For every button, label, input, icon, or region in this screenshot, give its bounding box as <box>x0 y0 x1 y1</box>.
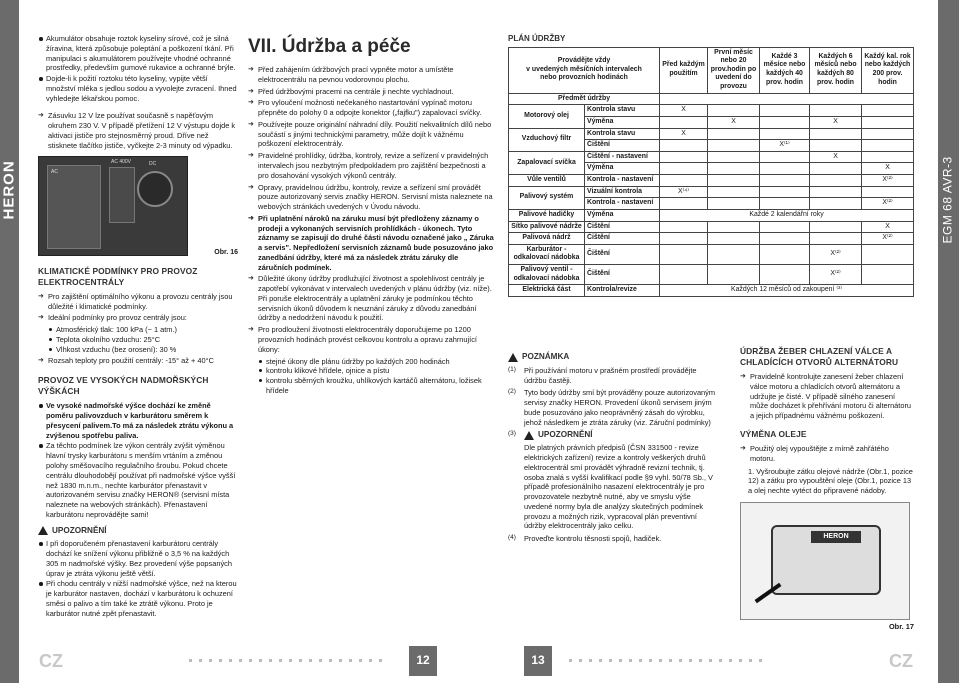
table-cell-value <box>660 163 708 175</box>
table-cell-value <box>708 175 760 187</box>
page-title: VII. Údržba a péče <box>248 36 411 57</box>
figure-caption: Obr. 16 <box>214 249 238 257</box>
maintenance-plan-table <box>508 47 914 297</box>
warning-icon <box>524 431 534 440</box>
table-cell-value <box>760 116 810 128</box>
table-cell-item: Sítko palivové nádrže <box>509 221 585 233</box>
table-cell-value <box>660 151 708 163</box>
table-header-cell: Každé 3 měsíce nebo každých 40 prov. hodin <box>760 47 810 93</box>
table-header-cell: Provádějte vždy v uvedených měsíčních intervalech nebo provozních hodinách <box>509 47 660 93</box>
climate-heading: KLIMATICKÉ PODMÍNKY PRO PROVOZ ELEKTROCENTRÁLY <box>38 265 198 287</box>
control-panel-photo <box>38 156 188 256</box>
photo-label-ac400: AC 400V <box>111 159 132 166</box>
list-item: ➜ Pro prodloužení životnosti elektrocentrály doporučujeme po 1200 provozních hodinách provést celkovou kontrolu a opravu zahrnující úkony: <box>248 325 494 354</box>
table-row <box>509 186 914 198</box>
table-row <box>509 128 914 140</box>
table-row <box>509 233 914 245</box>
table-cell-value <box>862 105 914 117</box>
table-cell-span: Každých 12 měsíců od zakoupení ⁽³⁾ <box>660 285 914 297</box>
socket-note: ➜ Zásuvku 12 V lze používat současně s napěťovým okruhem 230 V. V případě přetížení 12 V výstupu dojde k aktivaci jističe pro stejnosměrný proud. Dříve než stisknete tlačítko jističe, vyčkejte 2-3 minuty od výpadku. <box>38 111 238 150</box>
table-cell-value <box>660 140 708 152</box>
table-header-cell: Každých 6 měsíců nebo každých 80 prov. hodin <box>810 47 862 93</box>
oil-list <box>740 444 914 464</box>
table-cell-value: X <box>708 116 760 128</box>
table-cell-value: X⁽²⁾ <box>862 175 914 187</box>
warning-heading: UPOZORNĚNÍ <box>524 430 718 441</box>
table-cell-value: X⁽²⁾ <box>862 233 914 245</box>
cooling-oil-block <box>740 346 914 632</box>
intro-bullets <box>38 34 238 103</box>
table-row <box>509 221 914 233</box>
table-row <box>509 209 914 221</box>
page-footer <box>19 650 938 674</box>
table-cell-value: X <box>660 128 708 140</box>
footer-dots-right <box>569 659 762 663</box>
table-cell-value: X⁽²⁾ <box>810 265 862 285</box>
list-item: ➜ Pro vyloučení možnosti nečekaného nastartování vypínač motoru přepněte do polohy 0 a odpojte konektor („fajfku") zapalovací svíčky. <box>248 98 494 118</box>
table-cell-value <box>660 265 708 285</box>
table-cell-value: X <box>660 105 708 117</box>
right-column <box>508 34 914 631</box>
model-label: EGM 68 AVR-3 <box>940 156 955 244</box>
table-cell-value <box>660 116 708 128</box>
table-cell-item: Karburátor - odkalovací nádobka <box>509 244 585 264</box>
table-cell-value <box>760 198 810 210</box>
table-cell-value <box>660 244 708 264</box>
list-item: kontrolu klikové hřídele, ojnice a pístu <box>258 366 494 376</box>
dc-socket-image <box>137 171 173 207</box>
altitude-list <box>38 401 238 519</box>
table-row <box>509 151 914 163</box>
table-header-cell: První měsíc nebo 20 prov.hodin po uvedení do provozu <box>708 47 760 93</box>
list-item: ➜ Pravidelně kontrolujte zanesení žeber chlazení válce motoru a chladících otvorů alternátoru a udržujte je čisté. V případě silného zanesení může docházet k přehřívání motoru či alternátoru a jejich případnému vážnému poškození. <box>740 372 914 421</box>
table-cell-value <box>660 233 708 245</box>
table-cell-item: Motorový olej <box>509 105 585 128</box>
table-cell-action: Kontrola/revize <box>585 285 660 297</box>
warning-icon <box>38 526 48 535</box>
generator-figure <box>740 502 910 620</box>
page-number-left: 12 <box>409 646 437 676</box>
table-cell-value <box>708 105 760 117</box>
table-cell-value <box>810 221 862 233</box>
table-row <box>509 105 914 117</box>
table-cell-value: X <box>810 151 862 163</box>
table-cell-value <box>760 163 810 175</box>
table-cell-value: X⁽⁴⁾ <box>660 186 708 198</box>
table-cell-value <box>810 233 862 245</box>
table-cell-value <box>708 198 760 210</box>
table-cell-item: Palivový ventil - odkalovací nádobka <box>509 265 585 285</box>
table-cell-item: Vůle ventilů <box>509 175 585 187</box>
table-cell-action: Čištění <box>585 233 660 245</box>
table-cell-value <box>862 151 914 163</box>
list-item: ➜ Rozsah teploty pro použití centrály: -15° až + 40°C <box>38 356 238 366</box>
table-cell-value <box>708 221 760 233</box>
list-item: Vlhkost vzduchu (bez orosení): 30 % <box>48 345 238 355</box>
table-cell-value: X⁽¹⁾ <box>760 140 810 152</box>
table-cell-value <box>660 198 708 210</box>
table-cell-item: Zapalovací svíčka <box>509 151 585 174</box>
warning-list <box>38 539 238 618</box>
table-cell-value <box>660 175 708 187</box>
maintenance-list <box>248 65 494 354</box>
table-cell-value <box>862 186 914 198</box>
note-heading: POZNÁMKA <box>508 352 718 363</box>
list-item: ➜ Ideální podmínky pro provoz centrály jsou: <box>38 313 238 323</box>
table-cell-value <box>760 244 810 264</box>
heron-logo: HERON <box>0 160 18 220</box>
table-cell-value: X <box>810 116 862 128</box>
cooling-list <box>740 372 914 421</box>
list-item: Dojde-li k požití roztoku této kyseliny, vypijte větší množství mléka s jedlou sodou a vyvolejte zvracení. Ihned vyhledejte lékařskou pomoc. <box>38 74 238 103</box>
table-cell-value <box>708 265 760 285</box>
note-item: (1) Při používání motoru v prašném prostředí provádějte údržbu častěji. <box>508 365 697 385</box>
table-cell-value: X⁽²⁾ <box>862 198 914 210</box>
table-header-cell: Každý kal. rok nebo každých 200 prov. hodin <box>862 47 914 93</box>
table-cell-action: Kontrola stavu <box>585 105 660 117</box>
note-item: (3) UPOZORNĚNÍ Dle platných právních předpisů (ČSN 331500 - revize elektrických zařízení) revize a kontroly veškerých druhů elektrocentrál smí provádět výhradně revizní technik, tj. osoba znalá s vyšší kvalifikací podle §9 vyhl. 50/78 Sb., V případě profesionálního nasazení elektrocentrály je pro provozovatele nezbytně nutné, aby ve smyslu výše uvedené normy byla dle analýzy skutečných podmínek provozu a možných rizik, vypracoval plán preventivní údržby elektrocentrály jako celku. <box>508 430 718 531</box>
list-item: ➜ Před údržbovými pracemi na centrále ji nechte vychladnout. <box>248 87 494 97</box>
table-cell-value <box>810 105 862 117</box>
table-cell-value <box>810 198 862 210</box>
photo-label-ac: AC <box>51 169 58 176</box>
warning-text: Dle platných právních předpisů (ČSN 331500 - revize elektrických zařízení) revize a kontroly veškerých druhů elektrocentrál smí provádět výhradně revizní technik, tj. osoba znalá s vyšší kvalifikací podle §9 vyhl. 50/78 Sb., V případě profesionálního nasazení elektrocentrály je pro provozovatele nezbytně nutné, aby ve smyslu výše uvedené normy byla dle analýzy skutečných podmínek provozu a možných rizik, vypracoval plán preventivní údržby elektrocentrály jako celku. <box>524 443 713 531</box>
generator-brand: HERON <box>811 531 861 543</box>
list-item: ➜ Použitý olej vypouštějte z mírně zahřátého motoru. <box>740 444 914 464</box>
table-cell-item: Elektrická část <box>509 285 585 297</box>
table-section-row <box>509 93 914 105</box>
middle-column <box>248 34 494 396</box>
cooling-heading: ÚDRŽBA ŽEBER CHLAZENÍ VÁLCE A CHLADÍCÍCH OTVORŮ ALTERNÁTORU <box>740 346 899 368</box>
climate-list <box>38 292 238 323</box>
list-item: ➜ Před zahájením údržbových prací vypněte motor a umístěte elektrocentrálu na pevnou vodorovnou plochu. <box>248 65 494 85</box>
list-item: Atmosférický tlak: 100 kPa (~ 1 atm.) <box>48 325 238 335</box>
list-item: Při chodu centrály v nižší nadmořské výšce, než na kterou je karburátor nastaven, dochází v karburátoru k ochuzení směsi o palivo a tím také ke ztrátě výkonu. Proto je karburátor nutné zpět přenastavit. <box>38 579 238 618</box>
table-cell-span: Každé 2 kalendářní roky <box>660 209 914 221</box>
table-cell-value <box>760 186 810 198</box>
table-cell-value <box>810 186 862 198</box>
oil-step: 1. Vyšroubujte zátku olejové nádrže (Obr.1, pozice 12) a zátku pro vypouštění oleje (Obr.1, pozice 13 a olej nechte vytéct do připravené nádoby. <box>748 466 913 496</box>
list-item: ➜ Důležité úkony údržby prodlužující životnost a spolehlivost centrály je zapotřebí vykonávat v intervalech uvedených v plánu údržby (viz. níže). Při poruše elektrocentrály a uplatnění záruky je podmínkou těchto servisních úkonů důvodem k neuznání záruky z důvodu zanedbání údržby a nedodržení návodu k použití. <box>248 274 494 323</box>
page-number-right: 13 <box>524 646 552 676</box>
table-cell-value <box>862 244 914 264</box>
table-cell-action: Čištění <box>585 244 660 264</box>
table-cell-value <box>760 233 810 245</box>
table-row <box>509 285 914 297</box>
table-cell-value <box>708 186 760 198</box>
table-cell-value <box>862 265 914 285</box>
table-cell-item: Palivová nádrž <box>509 233 585 245</box>
table-cell-action: Čištění <box>585 140 660 152</box>
table-cell-value <box>708 128 760 140</box>
notes-block <box>508 346 718 547</box>
table-cell-value <box>862 116 914 128</box>
table-cell-value <box>810 163 862 175</box>
table-cell-value <box>862 128 914 140</box>
table-cell-item: Palivové hadičky <box>509 209 585 221</box>
figure-caption: Obr. 17 <box>888 621 914 631</box>
list-item: Akumulátor obsahuje roztok kyseliny sírové, což je silná žíravina, která způsobuje poleptání a poškození tkání. Při manipulaci s akumulátorem používejte vhodné ochranné prostředky, především gumové rukavice a ochranné brýle. <box>38 34 238 73</box>
note-item: (2) Tyto body údržby smí být prováděny pouze autorizovaným servisy značky HERON. Provedení úkonů servisem jiným bude posuzováno jako neoprávněný zásah do výrobku, jehož následkem je ztráta záruky (viz. Záruční podmínky) <box>508 388 716 427</box>
list-item: I při doporučeném přenastavení karburátoru centrály dochází ke snížení výkonu přibližně o 3,5 % na každých 305 m nadmořské výšky. Bez provedení výše popsaných úprav je ztráta výkonu ještě větší. <box>38 539 238 578</box>
list-item: ➜ Pravidelné prohlídky, údržba, kontroly, revize a seřízení v pravidelných intervalech jsou nezbytným předpokladem pro zajištění bezpečnosti a pro dosahování vysokých výkonů centrály. <box>248 151 494 180</box>
table-cell-action: Kontrola - nastavení <box>585 175 660 187</box>
table-section-cell: Předmět údržby <box>509 93 660 105</box>
climate-sublist <box>48 325 238 354</box>
table-cell-action: Výměna <box>585 209 660 221</box>
table-cell-value <box>760 175 810 187</box>
altitude-heading: PROVOZ VE VYSOKÝCH NADMOŘSKÝCH VÝŠKÁCH <box>38 375 209 397</box>
table-cell-action: Vizuální kontrola <box>585 186 660 198</box>
table-cell-action: Kontrola - nastavení <box>585 198 660 210</box>
plan-title: PLÁN ÚDRŽBY <box>508 34 566 43</box>
list-item: ➜ Opravy, pravidelnou údržbu, kontroly, revize a seřízení smí provádět pouze autorizovaný servis značky HERON. Servisní místa naleznete na webových stránkách uvedených v Úvodu návodu. <box>248 183 494 212</box>
table-cell-value: X <box>862 221 914 233</box>
note-item: (4) Proveďte kontrolu těsnosti spojů, hadiček. <box>508 534 662 544</box>
table-row <box>509 175 914 187</box>
table-cell-value <box>760 265 810 285</box>
table-cell-action: Kontrola stavu <box>585 128 660 140</box>
table-cell-value <box>708 233 760 245</box>
table-cell-value <box>760 151 810 163</box>
table-cell-value <box>810 140 862 152</box>
list-item: kontrolu sběrných kroužku, uhlíkových kartáčů alternátoru, ložisek hřídele <box>258 376 494 396</box>
warning-icon <box>508 353 518 362</box>
language-label-right: CZ <box>889 651 913 671</box>
overhaul-sublist <box>258 357 494 396</box>
left-column <box>38 34 238 620</box>
table-cell-action: Čištění <box>585 221 660 233</box>
list-item: stejné úkony dle plánu údržby po každých 200 hodinách <box>258 357 494 367</box>
list-item: ➜ Používejte pouze originální náhradní díly. Použití nekvalitních dílů nebo součástí s jinými technickými parametry, může dojít k vážnému poškození elektrocentrály. <box>248 120 494 149</box>
table-cell-action: Výměna <box>585 116 660 128</box>
table-cell-value <box>760 221 810 233</box>
table-cell-value <box>708 244 760 264</box>
table-cell-value <box>660 221 708 233</box>
socket-note-list <box>38 111 238 150</box>
table-cell-action: Čištění - nastavení <box>585 151 660 163</box>
table-row <box>509 265 914 285</box>
brand-sidebar-left <box>0 0 19 683</box>
warning-heading: UPOZORNĚNÍ <box>38 526 238 537</box>
list-item: Za těchto podmínek lze výkon centrály zvýšit výměnou hlavní trysky karburátoru s menším vrtáním a změnou polohy směšovacího regulačního šroubu. Pokud chcete centrálu dlouhodobějí používat při nadmořské výšce vyšší než 1830 m.n.m., nechte karburátor přenastavit v autorizovaném servisu značky HERON® (servisní místa naleznete na webových stránkách). Přenastavení karburátoru neprovádějte sami! <box>38 441 238 519</box>
language-label-left: CZ <box>39 651 63 671</box>
photo-label-dc: DC <box>149 161 157 168</box>
list-item: Teplota okolního vzduchu: 25°C <box>48 335 238 345</box>
climate-range-list <box>38 356 238 366</box>
footer-dots-left <box>189 659 382 663</box>
oil-heading: VÝMĚNA OLEJE <box>740 429 807 440</box>
table-cell-value <box>708 163 760 175</box>
socket-image <box>109 167 135 223</box>
list-item: Ve vysoké nadmořské výšce dochází ke změně poměru palivovzduch v karburátoru směrem k přesycení palivem.To má za následek ztrátu výkonu a zvýšenou spotřebu paliva. <box>38 401 238 440</box>
table-header-row <box>509 47 914 93</box>
table-cell-action: Čištění <box>585 265 660 285</box>
table-row <box>509 244 914 264</box>
table-cell-action: Výměna <box>585 163 660 175</box>
table-cell-item: Palivový systém <box>509 186 585 209</box>
table-cell-value <box>760 128 810 140</box>
list-item: ➜ Při uplatnění nároků na záruku musí být předloženy záznamy o prodeji a vykonaných servisních prohlídkách - úkonech. Tyto záznamy se zapisují do druhé části návodu označené jako „ Záruka a servis". Nepředložení servisních záznamů bude posuzováno jako zanedbání údržby, které má za následek ztrátu záruky dle záručních podmínek. <box>248 214 494 273</box>
list-item: ➜ Pro zajištění optimálního výkonu a provozu centrály jsou důležité i klimatické podmínky. <box>38 292 238 312</box>
table-header-cell: Před každým použitím <box>660 47 708 93</box>
table-cell-value <box>760 105 810 117</box>
table-cell-value <box>708 140 760 152</box>
table-cell-value <box>810 175 862 187</box>
table-cell-value <box>810 128 862 140</box>
panel-image <box>47 165 101 249</box>
table-cell-value: X⁽²⁾ <box>810 244 862 264</box>
brand-sidebar-right <box>938 0 959 683</box>
table-cell-value: X <box>862 163 914 175</box>
table-cell-value <box>862 140 914 152</box>
table-cell-value <box>708 151 760 163</box>
table-cell-item: Vzduchový filtr <box>509 128 585 151</box>
